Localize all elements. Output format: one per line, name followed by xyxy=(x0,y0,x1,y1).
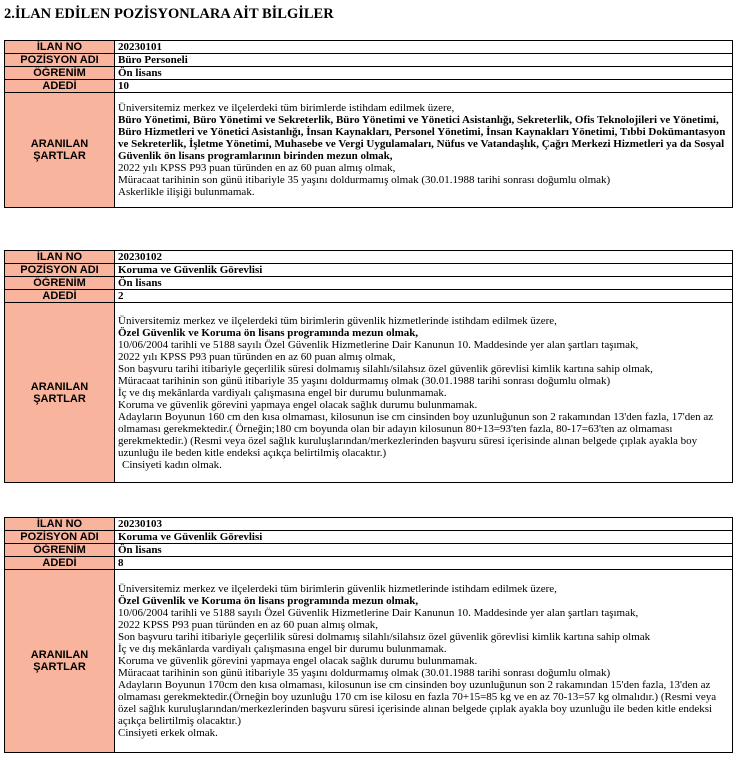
condition-line: İç ve dış mekânlarda vardiyalı çalışmasına engel bir durumu bulunmamak. xyxy=(118,643,447,655)
adedi-label: ADEDİ xyxy=(5,80,115,93)
ilan-no-value: 20230102 xyxy=(115,251,733,264)
adedi-label: ADEDİ xyxy=(5,290,115,303)
adedi-row xyxy=(5,290,733,303)
adedi-label: ADEDİ xyxy=(5,557,115,570)
aranilan-label-line2: ŞARTLAR xyxy=(33,150,86,162)
ogrenim-label: ÖĞRENİM xyxy=(5,544,115,557)
conditions-cell xyxy=(115,570,733,753)
adedi-value: 10 xyxy=(115,80,733,93)
condition-line: Adayların Boyunun 160 cm den kısa olmaması, kilosunun ise cm cinsinden boy uzunluğunun son 2 rakamından 13'den fazla, 17'den az olmaması gerekmektedir.( Örneğin;180 cm boyunda olan bir adayın kilosunun 80+13=93'ten fazla, 80-17=63'ten az olmaması gerekmektedir.) (Resmi veya özel sağlık kuruluşlarından/merkezlerinden başvuru süresi içerisinde alınan belgede çıplak ayakla boy uzunluğu ile beden kitle endeksi açıkça belirtilmiş olacaktır.) xyxy=(118,410,714,459)
condition-line: 10/06/2004 tarihli ve 5188 sayılı Özel Güvenlik Hizmetlerine Dair Kanunun 10. Maddesinde yer alan şartları taşımak, xyxy=(118,607,639,619)
pozisyon-adi-label: POZİSYON ADI xyxy=(5,54,115,67)
condition-line: Özel Güvenlik ve Koruma ön lisans programında mezun olmak, xyxy=(118,326,419,339)
ilan-no-row xyxy=(5,251,733,264)
position-table-20230101 xyxy=(4,40,733,208)
conditions-cell xyxy=(115,303,733,483)
aranilan-sartlar-label xyxy=(5,303,115,483)
pozisyon-adi-row xyxy=(5,531,733,544)
condition-line: Son başvuru tarihi itibariyle geçerlilik süresi dolmamış silahlı/silahsız özel güvenlik görevlisi kimlik kartına sahip olmak xyxy=(118,631,651,643)
pozisyon-adi-row xyxy=(5,264,733,277)
condition-line: 2022 KPSS P93 puan türünden en az 60 puan almış olmak, xyxy=(118,619,379,631)
adedi-row xyxy=(5,557,733,570)
condition-line: Özel Güvenlik ve Koruma ön lisans programında mezun olmak, xyxy=(118,595,419,607)
condition-line: Müracaat tarihinin son günü itibariyle 35 yaşını doldurmamış olmak (30.01.1988 tarihi sonrası doğumlu olmak) xyxy=(118,667,611,679)
position-table-20230102 xyxy=(4,250,733,483)
ilan-no-row xyxy=(5,41,733,54)
pozisyon-adi-value: Koruma ve Güvenlik Görevlisi xyxy=(115,264,733,277)
aranilan-label-line2: ŞARTLAR xyxy=(33,392,86,405)
condition-line: Müracaat tarihinin son günü itibariyle 35 yaşını doldurmamış olmak (30.01.1988 tarihi sonrası doğumlu olmak) xyxy=(118,374,611,387)
adedi-value: 8 xyxy=(115,557,733,570)
condition-line: Askerlikle ilişiği bulunmamak. xyxy=(118,186,255,198)
pozisyon-adi-label: POZİSYON ADI xyxy=(5,264,115,277)
ogrenim-value: Ön lisans xyxy=(115,67,733,80)
condition-line: Üniversitemiz merkez ve ilçelerdeki tüm birimlerin güvenlik hizmetlerinde istihdam edilmek üzere, xyxy=(118,583,557,595)
ogrenim-value: Ön lisans xyxy=(115,277,733,290)
ilan-no-value: 20230101 xyxy=(115,41,733,54)
ilan-no-label: İLAN NO xyxy=(5,518,115,531)
ilan-no-row xyxy=(5,518,733,531)
conditions-cell xyxy=(115,93,733,208)
ilan-no-label: İLAN NO xyxy=(5,251,115,264)
pozisyon-adi-value: Koruma ve Güvenlik Görevlisi xyxy=(115,531,733,544)
ogrenim-row xyxy=(5,544,733,557)
aranilan-sartlar-row xyxy=(5,570,733,753)
ogrenim-row xyxy=(5,67,733,80)
condition-line: Koruma ve güvenlik görevini yapmaya engel olacak sağlık durumu bulunmamak. xyxy=(118,655,478,667)
aranilan-sartlar-row xyxy=(5,93,733,208)
condition-line: 2022 yılı KPSS P93 puan türünden en az 60 puan almış olmak, xyxy=(118,350,396,363)
ogrenim-label: ÖĞRENİM xyxy=(5,67,115,80)
aranilan-label-line1: ARANILAN xyxy=(30,649,89,661)
condition-line: Son başvuru tarihi itibariyle geçerlilik süresi dolmamış silahlı/silahsız özel güvenlik görevlisi kimlik kartına sahip olmak, xyxy=(118,362,653,375)
condition-line: Üniversitemiz merkez ve ilçelerdeki tüm birimlerin güvenlik hizmetlerinde istihdam edilmek üzere, xyxy=(118,314,557,327)
condition-line: Büro Yönetimi, Büro Yönetimi ve Sekreterlik, Büro Yönetimi ve Yönetici Asistanlığı, Sekreterlik, Ofis Teknolojileri ve Yönetimi, Büro Hizmetleri ve Yönetici Asistanlığı, İnsan Kaynakları, Personel Yönetimi, İnsan Kaynakları Yönetimi, Tıbbi Dokümantasyon ve Sekreterlik, İşletme Yönetimi, Muhasebe ve Vergi Uygulamaları, Nüfus ve Vatandaşlık, Çağrı Merkezi Hizmetleri ya da Sosyal Güvenlik ön lisans programlarının birinden mezun olmak, xyxy=(118,114,726,162)
ilan-no-value: 20230103 xyxy=(115,518,733,531)
pozisyon-adi-value: Büro Personeli xyxy=(115,54,733,67)
pozisyon-adi-row xyxy=(5,54,733,67)
condition-text: Cinsiyeti kadın olmak. xyxy=(122,458,222,471)
aranilan-sartlar-label xyxy=(5,93,115,208)
section-heading: 2.İLAN EDİLEN POZİSYONLARA AİT BİLGİLER xyxy=(4,6,334,22)
ogrenim-value: Ön lisans xyxy=(115,544,733,557)
condition-line: Koruma ve güvenlik görevini yapmaya engel olacak sağlık durumu bulunmamak. xyxy=(118,398,478,411)
position-table-20230103 xyxy=(4,517,733,753)
condition-line xyxy=(118,459,729,471)
condition-line: Cinsiyeti erkek olmak. xyxy=(118,727,218,739)
condition-line: Adayların Boyunun 170cm den kısa olmaması, kilosunun ise cm cinsinden boy uzunluğunun son 2 rakamından 15'den fazla, 13'den az olmaması gerekmektedir.(Örneğin boy uzunluğu 170 cm ise kilosu en fazla 70+15=85 kg ve en az 70-13=57 kg olmalıdır.) (Resmi veya özel sağlık kuruluşlarından/merkezlerinden başvuru süresi içerisinde alınan belgede çıplak ayakla boy uzunluğu ile beden kitle endeksi açıkça belirtilmiş olacaktır.) xyxy=(118,679,717,727)
aranilan-label-line2: ŞARTLAR xyxy=(33,661,86,673)
aranilan-label-line1: ARANILAN xyxy=(30,380,89,393)
ilan-no-label: İLAN NO xyxy=(5,41,115,54)
aranilan-label-line1: ARANILAN xyxy=(30,138,89,150)
condition-line: Üniversitemiz merkez ve ilçelerdeki tüm birimlerde istihdam edilmek üzere, xyxy=(118,102,455,114)
condition-line: 10/06/2004 tarihli ve 5188 sayılı Özel Güvenlik Hizmetlerine Dair Kanunun 10. Maddesinde yer alan şartları taşımak, xyxy=(118,338,639,351)
adedi-value: 2 xyxy=(115,290,733,303)
condition-line: 2022 yılı KPSS P93 puan türünden en az 60 puan almış olmak, xyxy=(118,162,396,174)
pozisyon-adi-label: POZİSYON ADI xyxy=(5,531,115,544)
aranilan-sartlar-label xyxy=(5,570,115,753)
ogrenim-row xyxy=(5,277,733,290)
adedi-row xyxy=(5,80,733,93)
condition-line: İç ve dış mekânlarda vardiyalı çalışmasına engel bir durumu bulunmamak. xyxy=(118,386,447,399)
aranilan-sartlar-row xyxy=(5,303,733,483)
condition-line: Müracaat tarihinin son günü itibariyle 35 yaşını doldurmamış olmak (30.01.1988 tarihi sonrası doğumlu olmak) xyxy=(118,174,611,186)
ogrenim-label: ÖĞRENİM xyxy=(5,277,115,290)
